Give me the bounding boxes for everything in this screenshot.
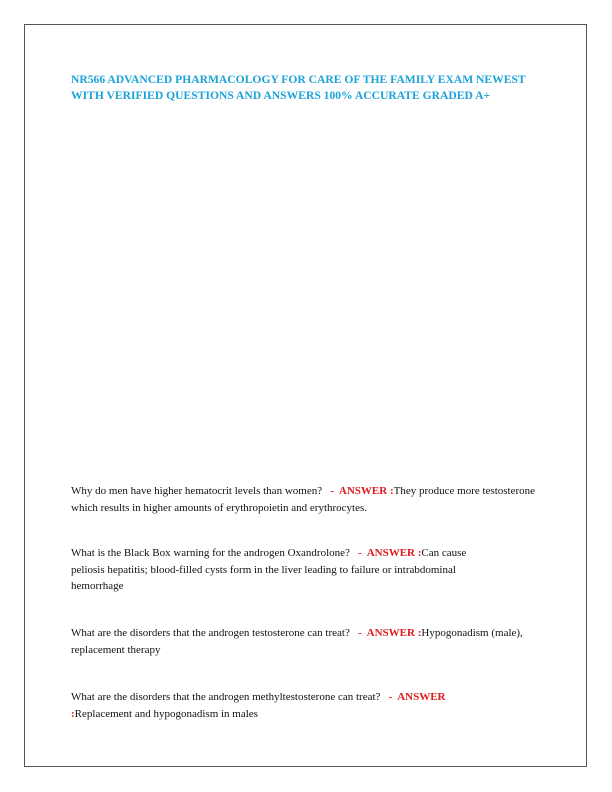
qa-item — [71, 483, 541, 516]
question-text: What is the Black Box warning for the androgen Oxandrolone? — [71, 547, 350, 559]
qa-item — [71, 625, 541, 658]
document-title: NR566 ADVANCED PHARMACOLOGY FOR CARE OF THE FAMILY EXAM NEWEST WITH VERIFIED QUESTIONS AND ANSWERS 100% ACCURATE GRADED A+ — [71, 73, 526, 103]
answer-text: Hypogonadism (male), replacement therapy — [71, 627, 523, 656]
question-text: What are the disorders that the androgen methyltestosterone can treat? — [71, 691, 381, 703]
question-text: Why do men have higher hematocrit levels than women? — [71, 485, 323, 497]
answer-label: ANSWER : — [366, 547, 422, 559]
answer-label: ANSWER : — [366, 627, 422, 639]
answer-label: ANSWER : — [71, 691, 446, 720]
answer-text: Replacement and hypogonadism in males — [74, 707, 258, 720]
answer-separator: - — [380, 691, 398, 703]
answer-label: ANSWER : — [338, 485, 394, 497]
answer-separator: - — [349, 547, 367, 559]
answer-text: Can cause peliosis hepatitis; blood-filled cysts form in the liver leading to failure or intrabdominal hemorrhage — [71, 547, 467, 592]
question-text: What are the disorders that the androgen testosterone can treat? — [71, 627, 350, 639]
qa-item — [71, 545, 491, 595]
qa-item — [71, 689, 491, 722]
answer-separator: - — [349, 627, 367, 639]
answer-text: They produce more testosterone which results in higher amounts of erythropoietin and erythrocytes. — [71, 485, 536, 514]
answer-separator: - — [322, 485, 339, 497]
